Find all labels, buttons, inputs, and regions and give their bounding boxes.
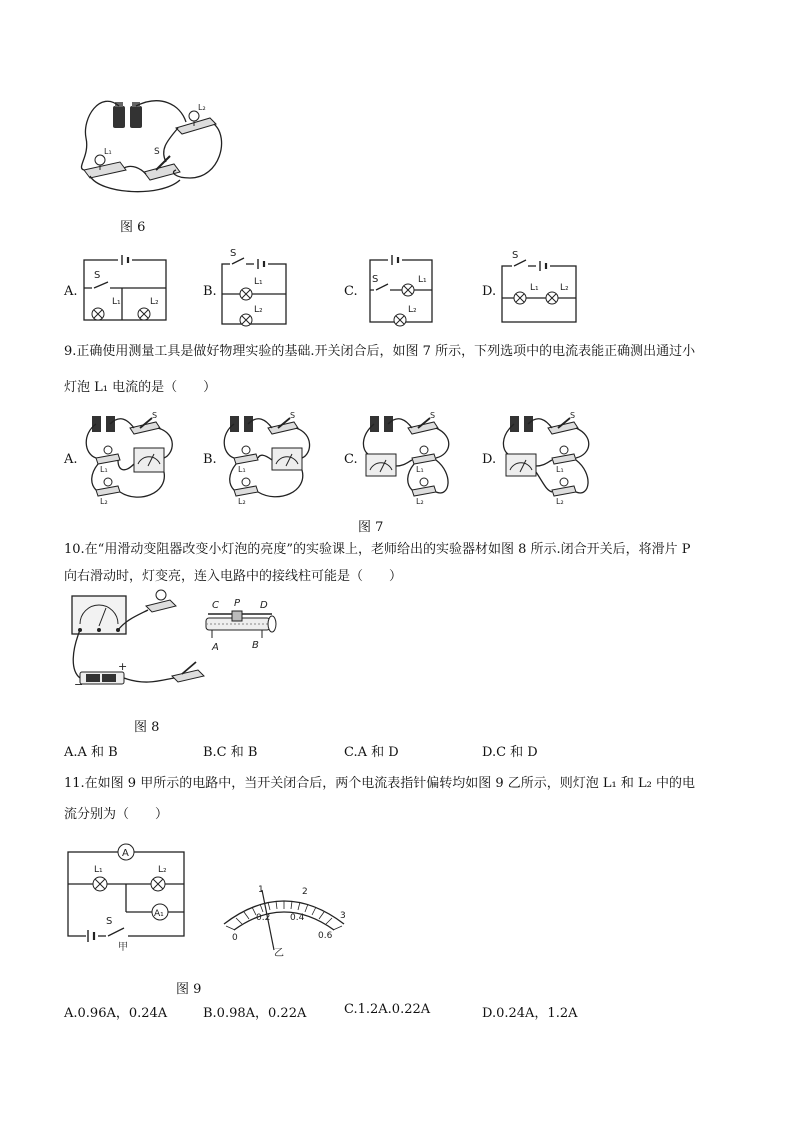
fig7-d-L2: L₂ xyxy=(556,497,564,506)
fig7-a-S: S xyxy=(152,411,158,420)
fig6-label-S: S xyxy=(154,147,160,157)
fig6-option-b-schematic xyxy=(220,250,300,328)
fig9-meter-t2: 2 xyxy=(302,887,308,897)
fig9-label-A: A xyxy=(122,848,129,859)
fig8-label-P: P xyxy=(234,598,241,609)
fig8-label-D: D xyxy=(260,600,268,611)
fig7-b-L1: L₁ xyxy=(238,465,246,474)
fig8-battery-plus: + xyxy=(118,660,128,673)
fig7-option-a-apparatus xyxy=(78,411,184,506)
fig6-a-L2: L₂ xyxy=(150,297,159,307)
fig7-option-b-letter: B. xyxy=(203,452,217,467)
q10-option-a: A.A 和 B xyxy=(64,745,118,760)
fig9-meter-yi: 乙 xyxy=(274,948,284,959)
q11-line1: 11.在如图 9 甲所示的电路中，当开关闭合后，两个电流表指针偏转均如图 9 乙所示，则灯泡 L₁ 和 L₂ 中的电 xyxy=(64,776,695,791)
q11-option-c: C.1.2A.0.22A xyxy=(344,1002,431,1017)
fig9-meter-t3: 3 xyxy=(340,911,346,921)
fig9-meter-yi xyxy=(214,880,354,960)
fig7-b-S: S xyxy=(290,411,296,420)
fig9-caption: 图 9 xyxy=(176,982,202,997)
q9-line2: 灯泡 L₁ 电流的是（ ） xyxy=(64,380,217,395)
fig9-meter-t02: 0.2 xyxy=(256,913,271,923)
fig7-c-L1: L₁ xyxy=(416,465,424,474)
fig6-option-d-letter: D. xyxy=(482,284,497,299)
q9-line1: 9.正确使用测量工具是做好物理实验的基础.开关闭合后，如图 7 所示，下列选项中的电流表能正确测出通过小 xyxy=(64,344,696,359)
q10-option-d: D.C 和 D xyxy=(482,745,538,760)
fig9-meter-t06: 0.6 xyxy=(318,931,333,941)
fig9-label-jia: 甲 xyxy=(118,942,128,953)
figure-6-apparatus xyxy=(70,98,230,208)
fig6-b-L2: L₂ xyxy=(254,305,263,315)
fig6-b-L1: L₁ xyxy=(254,277,263,287)
fig9-label-L1: L₁ xyxy=(94,865,103,875)
fig6-c-L1: L₁ xyxy=(418,275,427,285)
fig6-option-d-schematic xyxy=(500,250,580,326)
q10-option-b: B.C 和 B xyxy=(203,745,258,760)
fig9-meter-t04: 0.4 xyxy=(290,913,305,923)
fig9-label-S: S xyxy=(106,916,113,927)
fig7-option-d-letter: D. xyxy=(482,452,497,467)
q10-line1: 10.在“用滑动变阻器改变小灯泡的亮度”的实验课上，老师给出的实验器材如图 8 所示.闭合开关后，将滑片 P xyxy=(64,542,691,557)
fig8-battery-minus: − xyxy=(74,678,84,691)
fig6-label-L2: L₂ xyxy=(198,103,206,112)
fig6-label-L1: L₁ xyxy=(104,147,112,156)
fig9-label-L2: L₂ xyxy=(158,865,167,875)
fig6-b-S: S xyxy=(230,248,237,259)
fig7-a-L2: L₂ xyxy=(100,497,108,506)
fig8-label-C: C xyxy=(212,600,219,611)
fig7-option-d-apparatus xyxy=(498,411,598,506)
fig6-option-b-letter: B. xyxy=(203,284,217,299)
fig7-c-L2: L₂ xyxy=(416,497,424,506)
fig6-d-L2: L₂ xyxy=(560,283,569,293)
fig6-caption: 图 6 xyxy=(120,220,146,235)
fig7-option-a-letter: A. xyxy=(64,452,78,467)
fig6-a-S: S xyxy=(94,270,101,281)
fig7-option-c-letter: C. xyxy=(344,452,358,467)
q10-option-c: C.A 和 D xyxy=(344,745,399,760)
fig7-c-S: S xyxy=(430,411,436,420)
fig7-caption: 图 7 xyxy=(358,520,384,535)
fig8-label-B: B xyxy=(252,640,259,651)
fig6-d-S: S xyxy=(512,250,519,261)
fig6-option-c-letter: C. xyxy=(344,284,358,299)
q11-option-a: A.0.96A，0.24A xyxy=(64,1006,168,1021)
fig9-meter-t0: 0 xyxy=(232,933,238,943)
q11-option-b: B.0.98A，0.22A xyxy=(203,1006,307,1021)
fig6-c-S: S xyxy=(372,274,379,285)
fig7-b-L2: L₂ xyxy=(238,497,246,506)
fig9-meter-t1: 1 xyxy=(258,885,264,895)
fig8-label-A: A xyxy=(212,642,219,653)
fig8-caption: 图 8 xyxy=(134,720,160,735)
fig8-apparatus xyxy=(66,590,306,700)
fig6-option-a-letter: A. xyxy=(64,284,78,299)
fig6-a-L1: L₁ xyxy=(112,297,121,307)
fig7-d-S: S xyxy=(570,411,576,420)
fig6-option-c-schematic xyxy=(364,252,444,330)
fig7-option-b-apparatus xyxy=(218,411,318,506)
q11-line2: 流分别为（ ） xyxy=(64,807,169,822)
fig6-d-L1: L₁ xyxy=(530,283,539,293)
fig7-a-L1: L₁ xyxy=(100,465,108,474)
fig7-d-L1: L₁ xyxy=(556,465,564,474)
fig6-c-L2: L₂ xyxy=(408,305,417,315)
fig9-circuit-jia xyxy=(66,842,196,952)
fig7-option-c-apparatus xyxy=(358,411,458,506)
q11-option-d: D.0.24A，1.2A xyxy=(482,1006,578,1021)
q10-line2: 向右滑动时，灯变亮，连入电路中的接线柱可能是（ ） xyxy=(64,569,403,584)
fig6-option-a-schematic xyxy=(82,252,172,324)
fig9-label-A1: A₁ xyxy=(154,909,164,919)
